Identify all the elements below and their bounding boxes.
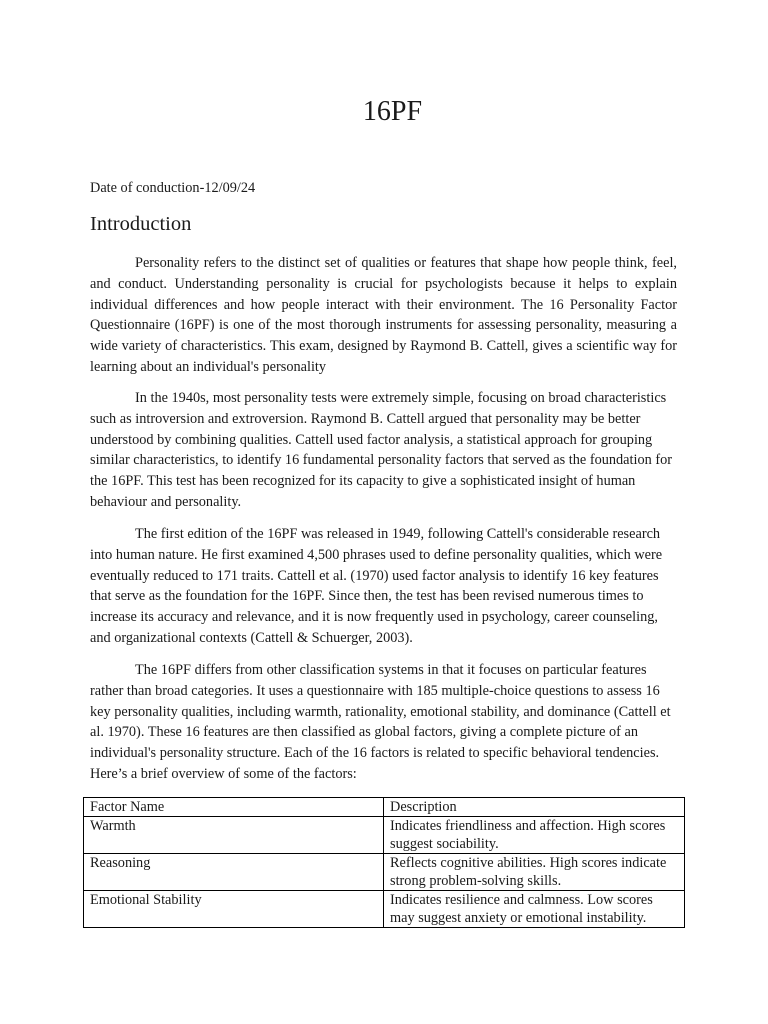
factor-name-cell: Emotional Stability bbox=[84, 891, 384, 928]
factor-name-cell: Reasoning bbox=[84, 854, 384, 891]
paragraph-3: The first edition of the 16PF was released in 1949, following Cattell's considerable research into human nature. He first examined 4,500 phrases used to define personality qualities, which were eventually reduced to 171 traits. Cattell et al. (1970) used factor analysis to identify 16 key features that serve as the foundation for the 16PF. Since then, the test has been revised numerous times to increase its accuracy and relevance, and it is now frequently used in psychology, career counseling, and organizational contexts (Cattell & Schuerger, 2003). bbox=[90, 526, 663, 646]
factor-name-cell: Warmth bbox=[84, 817, 384, 854]
table-row bbox=[84, 854, 685, 891]
date-of-conduction: Date of conduction-12/09/24 bbox=[90, 180, 256, 196]
header-description: Description bbox=[384, 798, 685, 817]
header-factor-name: Factor Name bbox=[84, 798, 384, 817]
factor-description-cell: Indicates friendliness and affection. High scores suggest sociability. bbox=[384, 817, 685, 854]
table-row bbox=[84, 891, 685, 928]
factor-description-cell: Indicates resilience and calmness. Low scores may suggest anxiety or emotional instability. bbox=[384, 891, 685, 928]
section-heading-introduction: Introduction bbox=[90, 213, 192, 235]
factor-description-cell: Reflects cognitive abilities. High scores indicate strong problem-solving skills. bbox=[384, 854, 685, 891]
factor-table bbox=[83, 797, 685, 928]
paragraph-4: The 16PF differs from other classification systems in that it focuses on particular features rather than broad categories. It uses a questionnaire with 185 multiple-choice questions to assess 16 key personality qualities, including warmth, rationality, emotional stability, and dominance (Cattell et al. 1970). These 16 features are then classified as global factors, giving a complete picture of an individual's personality structure. Each of the 16 factors is related to specific behavioral tendencies. Here’s a brief overview of some of the factors: bbox=[90, 662, 671, 782]
table-row bbox=[84, 817, 685, 854]
paragraph-1: Personality refers to the distinct set of qualities or features that shape how people think, feel, and conduct. Understanding personality is crucial for psychologists because it helps to explain individual differences and how people interact with their environment. The 16 Personality Factor Questionnaire (16PF) is one of the most thorough instruments for assessing personality, measuring a wide variety of characteristics. This exam, designed by Raymond B. Cattell, gives a scientific way for learning about an individual's personality bbox=[90, 255, 677, 375]
table-header-row bbox=[84, 798, 685, 817]
document-title: 16PF bbox=[362, 96, 423, 127]
paragraph-2: In the 1940s, most personality tests were extremely simple, focusing on broad characteristics such as introversion and extroversion. Raymond B. Cattell argued that personality may be better understood by combining qualities. Cattell used factor analysis, a statistical approach for grouping similar characteristics, to identify 16 fundamental personality factors that served as the foundation for the 16PF. This test has been recognized for its capacity to give a sophisticated insight of human behaviour and personality. bbox=[90, 390, 673, 510]
